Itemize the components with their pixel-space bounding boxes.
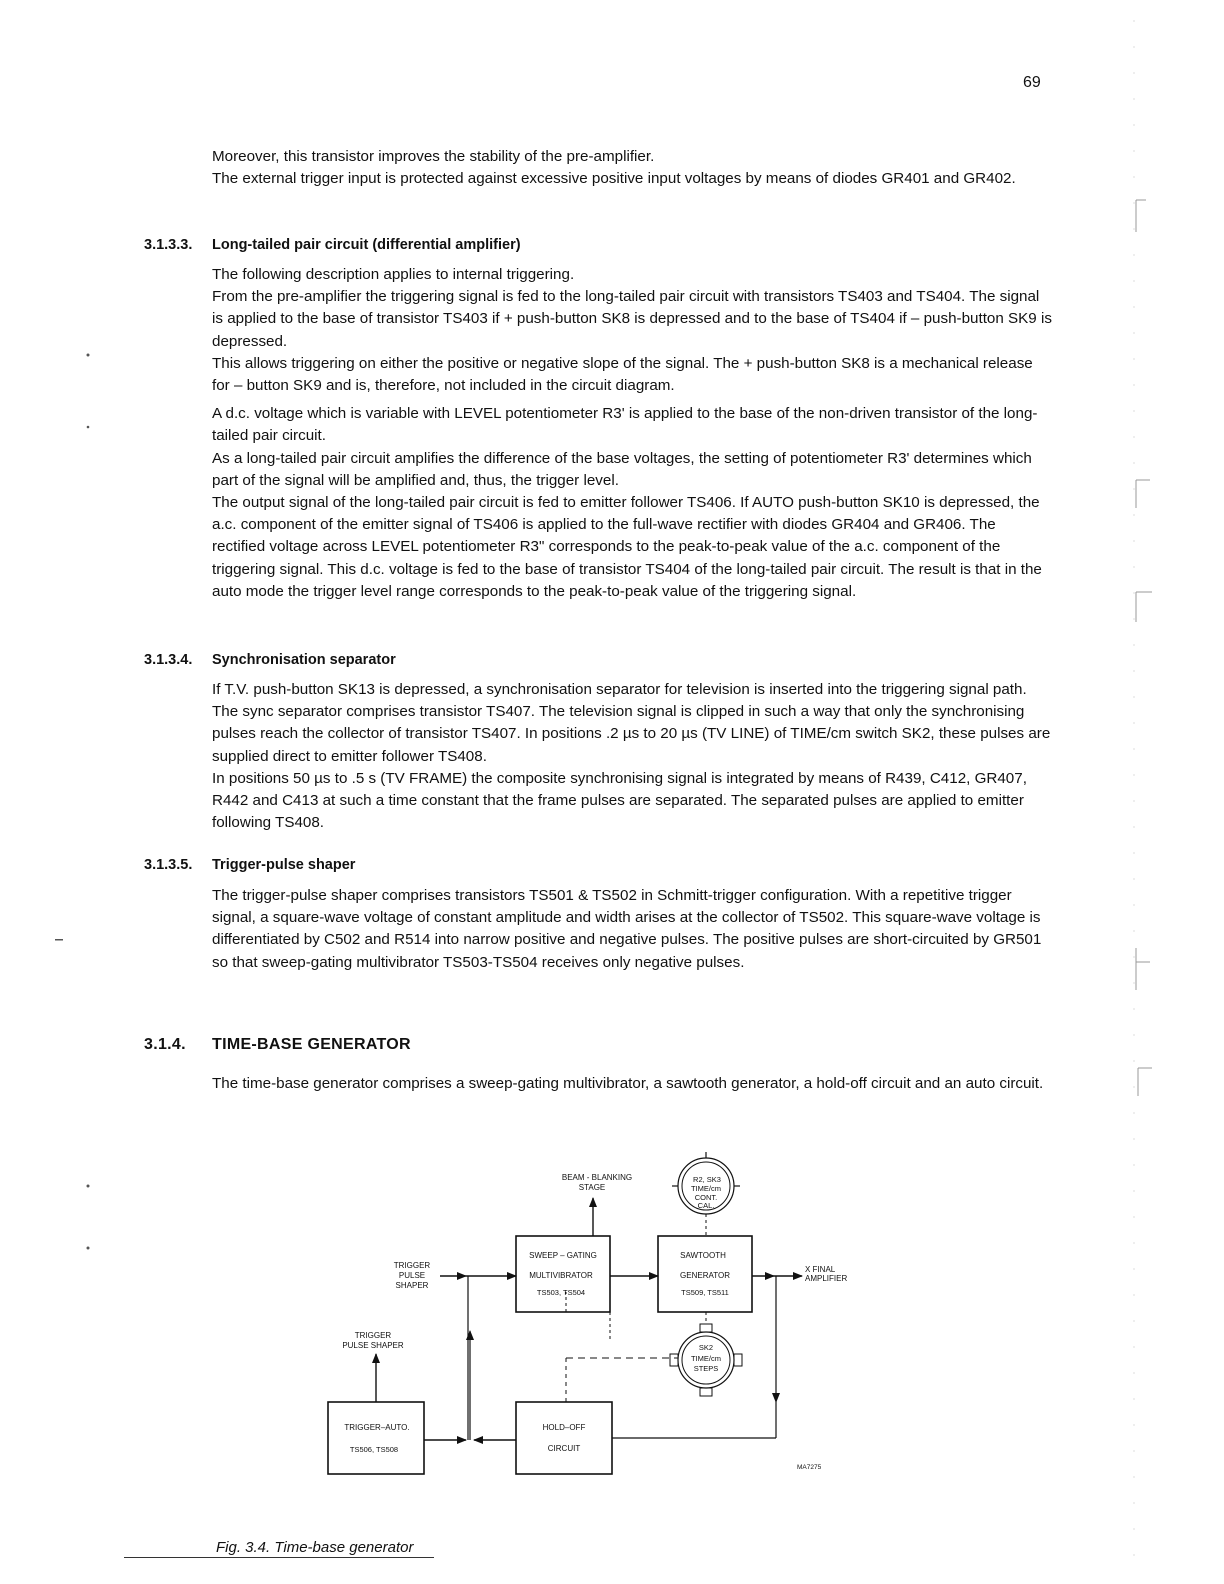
x-final-amplifier-label: X FINAL	[805, 1265, 836, 1274]
knob-label: SK2	[698, 1343, 714, 1352]
knob-label: CONT.	[694, 1193, 718, 1202]
sawtooth-label: TS509, TS511	[681, 1288, 729, 1297]
section-number: 3.1.3.3.	[144, 237, 193, 253]
beam-blanking-label: STAGE	[578, 1183, 606, 1192]
knob-label: TIME/cm	[691, 1184, 721, 1193]
page-number: 69	[1023, 74, 1041, 91]
paragraph: As a long-tailed pair circuit amplifies the difference of the base voltages, the setting of potentiometer R3' determines which part of the signal will be amplified and, thus, the trigger level.	[212, 449, 1032, 489]
paragraph: From the pre-amplifier the triggering signal is fed to the long-tailed pair circuit with transistors TS403 and TS404. The signal is applied to the base of transistor TS403 if + push-button SK8 is depressed and to the base of TS404 if – push-button SK9 is depressed.	[212, 288, 1052, 350]
trigger-auto-label: TRIGGER–AUTO.	[344, 1423, 410, 1432]
section-title: Long-tailed pair circuit (differential amplifier)	[212, 237, 521, 253]
paragraph: The following description applies to internal triggering.	[212, 266, 575, 283]
trigger-auto-label: TS506, TS508	[349, 1445, 399, 1454]
paragraph: This allows triggering on either the positive or negative slope of the signal. The + push-button SK8 is a mechanical release for – button SK9 and is, therefore, not included in the circuit diagram.	[212, 354, 1033, 395]
trigger-pulse-shaper-label: PULSE SHAPER	[342, 1341, 404, 1350]
drawing-code: MA7275	[797, 1464, 822, 1471]
section-number: 3.1.3.5.	[144, 857, 193, 873]
knob-label: R2, SK3	[693, 1175, 721, 1184]
trigger-pulse-shaper-label: SHAPER	[395, 1281, 429, 1290]
trigger-pulse-shaper-label: TRIGGER	[393, 1261, 431, 1270]
intro-paragraph: Moreover, this transistor improves the stability of the pre-amplifier.	[212, 148, 655, 165]
paragraph: In positions 50 µs to .5 s (TV FRAME) the composite synchronising signal is integrated by means of R439, C412, GR407, R442 and C413 at such a time constant that the frame pulses are separated. The separated pulses are applied to emitter following TS408.	[212, 769, 1027, 832]
section-title: Trigger-pulse shaper	[212, 857, 356, 873]
intro-paragraph: The external trigger input is protected against excessive positive input voltages by means of diodes GR401 and GR402.	[212, 170, 1016, 188]
paragraph: A d.c. voltage which is variable with LEVEL potentiometer R3' is applied to the base of the non-driven transistor of the long-tailed pair circuit.	[212, 405, 1038, 445]
knob-label: STEPS	[693, 1364, 719, 1373]
sweep-gating-label: TS503, TS504	[536, 1288, 586, 1297]
section-title: TIME-BASE GENERATOR	[212, 1036, 411, 1053]
section-title: Synchronisation separator	[212, 652, 396, 668]
hold-off-label: HOLD–OFF	[542, 1423, 586, 1432]
beam-blanking-label: BEAM - BLANKING	[561, 1173, 633, 1182]
section-number: 3.1.3.4.	[144, 652, 193, 668]
x-final-amplifier-label: AMPLIFIER	[805, 1274, 848, 1283]
paragraph: The time-base generator comprises a sweep-gating multivibrator, a sawtooth generator, a hold-off circuit and an auto circuit.	[212, 1075, 1044, 1092]
figure-caption: Fig. 3.4. Time-base generator	[216, 1539, 414, 1556]
paragraph: If T.V. push-button SK13 is depressed, a synchronisation separator for television is inserted into the triggering signal path. The sync separator comprises transistor TS407. The television signal is clipped in such a way that only the synchronising pulses reach the collector of transistor TS407. In positions .2 µs to 20 µs (TV LINE) of TIME/cm switch SK2, these pulses are supplied direct to emitter follower TS408.	[212, 681, 1051, 765]
trigger-pulse-shaper-label: TRIGGER	[354, 1331, 392, 1340]
knob-label: TIME/cm	[691, 1354, 721, 1363]
knob-label: CAL.	[697, 1201, 715, 1210]
paragraph: The output signal of the long-tailed pair circuit is fed to emitter follower TS406. If AUTO push-button SK10 is depressed, the a.c. component of the emitter signal of TS406 is applied to the full-wave rectifier with diodes GR404 and GR406. The rectified voltage across LEVEL potentiometer R3" corresponds to the peak-to-peak value of the a.c. component of the triggering signal. This d.c. voltage is fed to the base of transistor TS404 of the long-tailed pair circuit. The result is that in the auto mode the trigger level range corresponds to the peak-to-peak value of the triggering signal.	[212, 494, 1042, 600]
sawtooth-label: SAWTOOTH	[680, 1251, 726, 1260]
sawtooth-label: GENERATOR	[680, 1271, 730, 1280]
trigger-pulse-shaper-label: PULSE	[398, 1271, 426, 1280]
section-number: 3.1.4.	[144, 1036, 186, 1053]
paragraph: The trigger-pulse shaper comprises transistors TS501 & TS502 in Schmitt-trigger configuration. With a repetitive trigger signal, a square-wave voltage of constant amplitude and width arises at the collector of TS502. This square-wave voltage is differentiated by C502 and R514 into narrow positive and negative pulses. The positive pulses are short-circuited by GR501 so that sweep-gating multivibrator TS503-TS504 receives only negative pulses.	[212, 887, 1042, 971]
sweep-gating-label: MULTIVIBRATOR	[529, 1271, 593, 1280]
hold-off-label: CIRCUIT	[547, 1444, 581, 1453]
sweep-gating-label: SWEEP – GATING	[529, 1251, 597, 1260]
